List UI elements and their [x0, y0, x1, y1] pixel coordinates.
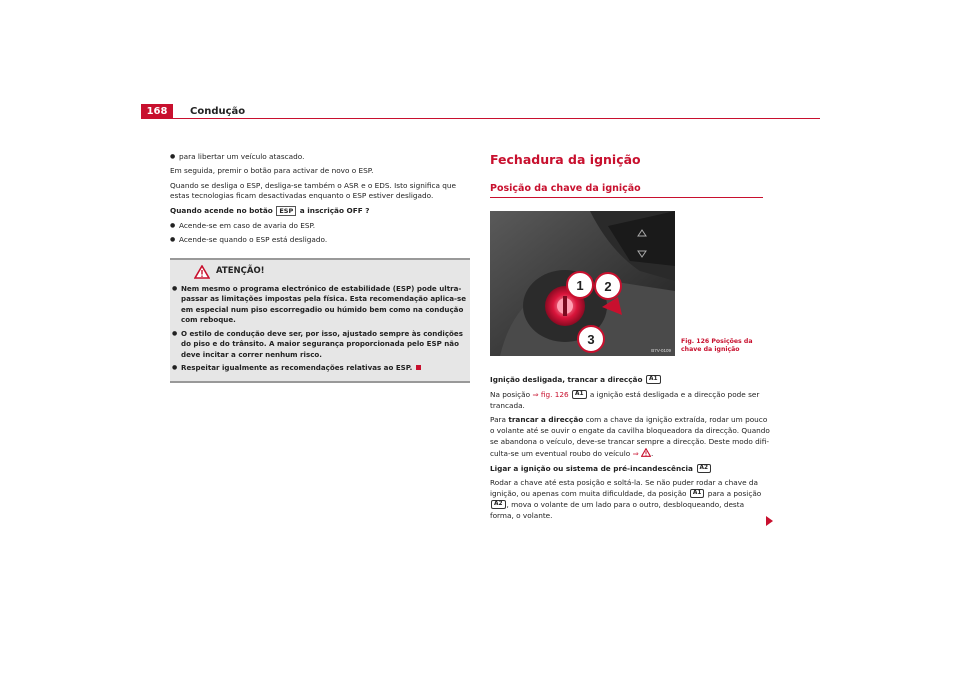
paragraph: Para trancar a direcção com a chave da ignição extraída, rodar um pouco o volante até se ouvir o engate da cavilha bloqueadora da direcção. Quando se abandona o veículo, deve-se trancar sempre a direcção. Deste modo difi-culta-se um eventual roubo do veículo ⇒ .: [490, 415, 770, 458]
position-badge: A1: [646, 375, 661, 384]
warning-title: ATENÇÃO!: [216, 266, 265, 277]
figure-caption: Fig. 126 Posições da chave da ignição: [681, 338, 753, 353]
esp-key: ESP: [276, 206, 296, 216]
figure-label-2: 2: [604, 279, 612, 294]
question-heading: Quando acende no botão ESP a inscrição OFF ?: [170, 206, 370, 216]
list-item: ● Acende-se quando o ESP está desligado.: [170, 235, 468, 246]
left-column: [170, 152, 468, 383]
paragraph: Rodar a chave até esta posição e soltá-la. Se não puder rodar a chave da ignição, ou apenas com muita dificuldade, da posição A1 para a posição A2 , mova o volante de um lado para o outro, desbloqueando, desta forma, o volante.: [490, 478, 762, 520]
paragraph-heading: Ligar a ignição ou sistema de pré-incandescência A2: [490, 464, 770, 475]
warning-triangle-icon: [641, 448, 651, 457]
chapter-title: Condução: [190, 106, 246, 117]
list-item: ● Acende-se em caso de avaria do ESP.: [170, 221, 468, 232]
warning-header: [172, 265, 468, 279]
list-item: ● para libertar um veículo atascado.: [170, 152, 468, 163]
warning-box: [170, 258, 470, 383]
position-badge: A2: [697, 464, 712, 473]
subsection-title: Posição da chave da ignição: [490, 183, 763, 198]
position-badge: A1: [690, 489, 705, 498]
right-column: [490, 152, 770, 526]
page-number: 168: [141, 104, 173, 119]
paragraph: Na posição ⇒ fig. 126 A1 a ignição está desligada e a direcção pode ser trancada.: [490, 389, 760, 410]
paragraph-heading: Ignição desligada, trancar a direcção A1: [490, 375, 770, 386]
figure-label-1: 1: [576, 278, 584, 293]
section-title: Fechadura da ignição: [490, 152, 641, 167]
warning-triangle-icon: [194, 265, 210, 279]
figure-reference-link[interactable]: ⇒ fig. 126: [532, 389, 569, 399]
position-badge: A1: [572, 390, 587, 399]
continue-arrow-icon: [766, 516, 773, 526]
figure: [490, 211, 770, 363]
paragraph: Em seguida, premir o botão para activar de novo o ESP.: [170, 165, 374, 175]
end-of-section-mark: [416, 365, 421, 370]
paragraph: Quando se desliga o ESP, desliga-se também o ASR e o EDS. Isto significa que estas tecnologias ficam desactivadas enquanto o ESP estiver desligado.: [170, 180, 457, 201]
position-badge: A2: [491, 500, 506, 509]
ignition-key-illustration: [490, 211, 675, 356]
warning-reference-link[interactable]: ⇒: [632, 448, 639, 458]
figure-code: B7V-0109: [651, 348, 671, 353]
warning-item: ● Nem mesmo o programa electrónico de estabilidade (ESP) pode ultra-passar as limitações impostas pela física. Esta recomendação aplica-se em especial num piso escorregadio ou húmido bem como na condução com reboque.: [172, 284, 468, 326]
warning-item: ● Respeitar igualmente as recomendações relativas ao ESP.: [172, 363, 468, 374]
figure-label-3: 3: [587, 332, 595, 347]
warning-item: ● O estilo de condução deve ser, por isso, ajustado sempre às condições do piso e do trânsito. A maior segurança proporcionada pelo ESP não deve incitar a correr nenhum risco.: [172, 329, 468, 361]
